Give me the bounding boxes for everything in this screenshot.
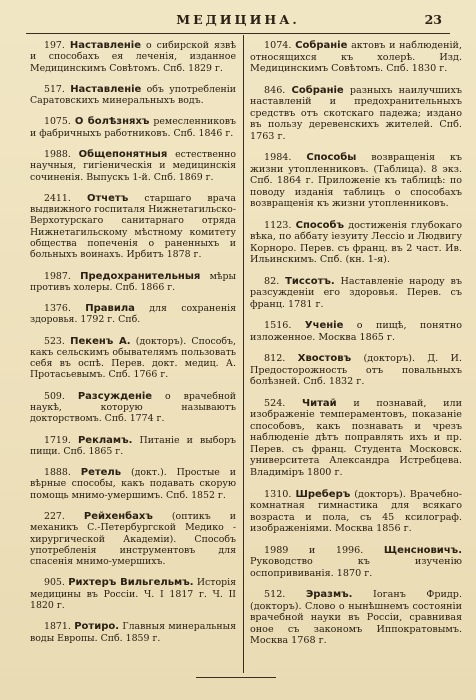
entry-text: Исторія медицины въ Россіи. Ч. I 1817 г. Ч. II 1820 г. xyxy=(30,577,237,611)
entry-number: 524. xyxy=(264,397,286,409)
catalog-entry xyxy=(30,193,236,261)
catalog-entry xyxy=(30,116,236,139)
catalog-entry xyxy=(250,489,462,535)
catalog-entry xyxy=(250,85,462,143)
entry-text: объ употребленіи Саратовскихъ минеральныхъ водъ. xyxy=(30,83,236,107)
entry-number: 1987. xyxy=(44,270,71,282)
catalog-entry xyxy=(30,149,236,183)
catalog-entry xyxy=(30,435,236,458)
catalog-entry xyxy=(250,353,462,388)
left-column xyxy=(30,40,236,654)
entry-title: Наставленіе xyxy=(69,40,142,51)
entry-title: Пекенъ А. xyxy=(70,335,131,347)
entry-text: Іоганъ Фридр. (докторъ). Слово о нынѣшнемъ состояніи врачебной науки въ Россіи, сравнивая оное съ закономъ Иппократовымъ. Москва 1768 г. xyxy=(250,589,462,647)
entry-number: 1719. xyxy=(44,434,71,446)
entry-number: 517. xyxy=(44,83,65,95)
entry-title: Щенсновичъ. xyxy=(383,544,462,556)
footer-rule xyxy=(196,677,276,678)
catalog-entry xyxy=(30,336,236,381)
entry-number: 227. xyxy=(44,511,65,522)
catalog-entry xyxy=(30,621,236,644)
entry-title: Правила xyxy=(85,303,135,315)
entry-number: 905. xyxy=(44,577,65,589)
entry-title: Тиссотъ. xyxy=(285,275,335,287)
right-column xyxy=(250,40,462,657)
entry-number: 1075. xyxy=(44,116,71,128)
entry-number: 523. xyxy=(44,335,65,347)
catalog-entry xyxy=(30,84,236,107)
catalog-entry xyxy=(250,40,462,75)
entry-text: (докторъ). Способъ, какъ сельскимъ обывателямъ пользовать себя въ оспѣ. Перев. докт. медиц. А. Протасьевымъ. Спб. 1766 г. xyxy=(30,335,236,381)
entry-title: Наставленіе xyxy=(70,83,142,95)
entry-title: Собраніе xyxy=(295,40,348,51)
entry-number: 1888. xyxy=(44,467,71,479)
entry-text: возвращенія къ жизни утопленниковъ. (Таблица). 8 экз. Спб. 1864 г. Приложеніе къ таблицѣ: по поводу изданія таблицъ о способахъ возвращенія къ жизни утопленниковъ. xyxy=(250,152,462,210)
entry-text: (докторъ). Врачебно-комнатная гимнастика для всякаго возраста и пола, съ 45 ксилограф. изображеніями. Москва 1856 г. xyxy=(250,488,462,535)
entry-title: Ротиро. xyxy=(74,621,120,633)
entry-title: О болѣзняхъ xyxy=(74,116,150,128)
catalog-entry xyxy=(250,152,462,210)
entry-title: Собраніе xyxy=(291,84,344,96)
catalog-entry xyxy=(250,398,462,479)
entry-text: мѣры противъ холеры. Спб. 1866 г. xyxy=(30,270,237,293)
entry-title: Ученіе xyxy=(304,320,344,332)
entry-text: о врачебной наукѣ, которую называютъ докторствомъ. Спб. 1774 г. xyxy=(30,390,236,425)
catalog-entry xyxy=(250,320,462,343)
column-divider xyxy=(243,35,244,673)
entry-title: Рейхенбахъ xyxy=(83,511,153,522)
entry-text: актовъ и наблюденій, относящихся къ холерѣ. Изд. Медицинскимъ Совѣтомъ. Спб. 1830 г. xyxy=(250,40,462,75)
entry-number: 1984. xyxy=(264,152,292,164)
entry-title: Способъ xyxy=(295,219,345,231)
entry-title: Ретель xyxy=(80,467,122,479)
entry-title: Общепонятныя xyxy=(78,148,168,160)
entry-text: и познавай, или изображеніе темпераментовъ, показаніе способовъ, какъ познавать и чрезъ наблюденіе дѣтъ поправлять ихъ и пр. Перев. съ франц. Студента Московск. университета Александра Истребцева. Владиміръ 1800 г. xyxy=(250,397,462,478)
entry-text: (оптикъ и механикъ С.-Петербургской Медико - хирургической Академіи). Способъ употребленія инструментовъ для спасенія мнимо-умершихъ. xyxy=(30,511,236,568)
entry-title: Хвостовъ xyxy=(297,353,352,365)
entry-text: старшаго врача выдвижного госпиталя Нижнетагильско-Верхотурскаго санитарнаго отряда Нижнетагильскому мѣстному комитету общества попеченія о раненныхъ и больныхъ воинахъ. Ирбитъ 1878 г. xyxy=(30,192,236,261)
entry-title: Предохранительныя xyxy=(80,270,201,282)
entry-number: 1988. xyxy=(44,148,71,160)
entry-text: о сибирской язвѣ и способахъ ея леченія, изданное Медицинскимъ Совѣтомъ. Спб. 1829 г. xyxy=(30,40,236,74)
entry-text: ремесленниковъ и фабричныхъ работниковъ. Спб. 1846 г. xyxy=(30,116,237,139)
catalog-entry xyxy=(250,276,462,311)
catalog-entry xyxy=(30,577,236,611)
entry-number: 1376. xyxy=(44,303,71,315)
header-rule xyxy=(26,33,450,34)
entry-number: 1310. xyxy=(264,488,292,500)
entry-text: (докторъ). Д. И. Предосторожность отъ повальныхъ болѣзней. Спб. 1832 г. xyxy=(250,353,462,388)
entry-title: Разсужденіе xyxy=(77,390,153,402)
catalog-entry xyxy=(250,220,462,266)
entry-text: Наставленіе народу въ разсужденіи его здоровья. Перев. съ франц. 1781 г. xyxy=(250,275,462,310)
entry-title: Способы xyxy=(306,152,357,164)
page-number: 23 xyxy=(424,12,442,27)
entry-text: Руководство къ изученію оспопрививанія. 1870 г. xyxy=(250,556,462,579)
page-header xyxy=(0,12,476,30)
entry-number: 82. xyxy=(264,275,280,287)
catalog-entry xyxy=(30,303,236,326)
catalog-entry xyxy=(30,40,236,74)
entry-number: 812. xyxy=(264,353,286,365)
entry-text: для сохраненія здоровья. 1792 г. Спб. xyxy=(30,303,236,326)
entry-title: Шреберъ xyxy=(295,488,351,500)
entry-number: 197. xyxy=(44,40,65,51)
catalog-entry xyxy=(30,391,236,425)
entry-text: естественно научныя, гигіеническія и медицинскія сочиненія. Выпускъ 1-й. Спб. 1869 г. xyxy=(30,148,237,183)
entry-title: Эразмъ. xyxy=(305,589,353,601)
page-title: МЕДИЦИНА. xyxy=(176,12,300,27)
entry-title: Рихтеръ Вильгельмъ. xyxy=(68,577,194,589)
entry-number: 1123. xyxy=(264,219,292,231)
entry-text: Питаніе и выборъ пищи. Спб. 1865 г. xyxy=(30,434,236,457)
entry-number: 1074. xyxy=(264,40,292,51)
catalog-entry xyxy=(30,467,236,501)
entry-number: 1871. xyxy=(44,621,71,633)
entry-text: Главныя минеральныя воды Европы. Спб. 1859 г. xyxy=(30,621,237,644)
entry-text: (докт.). Простые и вѣрные способы, какъ подавать скорую помощь мнимо-умершимъ. Спб. 1852 г. xyxy=(30,467,236,501)
entry-number: 512. xyxy=(264,589,286,601)
entry-number: 2411. xyxy=(44,192,71,204)
entry-text: достиженія глубокаго вѣка, по аббату іезуиту Лессіо и Людвигу Корноро. Перев. съ франц. въ 2 част. Ив. Ильинскимъ. Спб. (кн. 1-я). xyxy=(250,219,462,266)
catalog-entry xyxy=(30,271,236,294)
entry-number: 846. xyxy=(264,84,286,96)
entry-title: Читай xyxy=(302,397,337,409)
catalog-entry xyxy=(30,511,236,567)
entry-title: Рекламъ. xyxy=(77,434,133,446)
entry-text: о пищѣ, понятно изложенное. Москва 1865 г. xyxy=(250,320,462,343)
entry-number: 1516. xyxy=(264,320,292,332)
catalog-entry xyxy=(250,589,462,647)
catalog-entry xyxy=(250,545,462,580)
entry-number: 509. xyxy=(44,390,65,402)
entry-title: Отчетъ xyxy=(86,192,129,204)
entry-text: разныхъ наилучшихъ наставленій и предохранительныхъ средствъ отъ скотскаго падежа; издано въ пользу деревенскихъ жителей. Спб. 1763 г. xyxy=(250,84,462,142)
entry-number: 1989 и 1996. xyxy=(264,544,364,556)
